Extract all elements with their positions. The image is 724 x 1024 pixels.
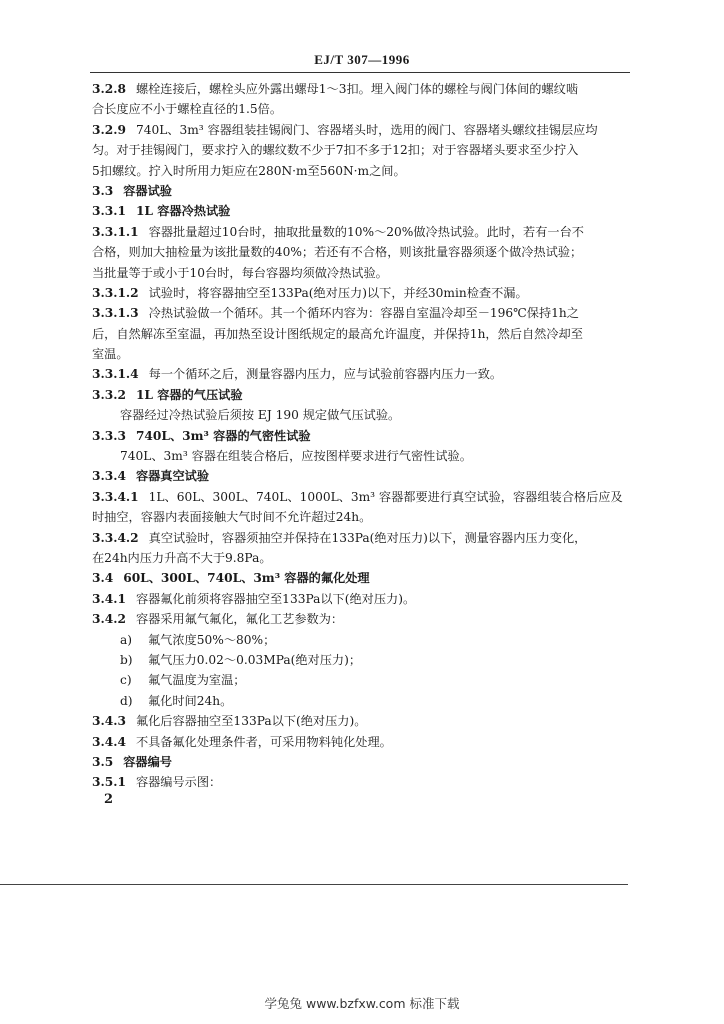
- page-number: 2: [104, 792, 114, 807]
- clause-text: 冷热试验做一个循环。其一个循环内容为：容器自室温冷却至－196℃保持1h之: [148, 306, 579, 321]
- clause-number: 3.3.1.2: [92, 285, 139, 300]
- text-line: [92, 364, 612, 384]
- clause-number: 3.3.2: [92, 387, 126, 402]
- clause-number: 3.4.3: [92, 714, 126, 729]
- text-line: [92, 670, 612, 690]
- clause-text: 容器试验: [123, 183, 172, 198]
- clause-number: 3.4: [92, 571, 114, 586]
- clause-text: 容器编号示图：: [135, 775, 222, 790]
- text-line: [92, 609, 612, 629]
- standard-number: EJ/T 307—1996: [314, 52, 410, 67]
- text-line: [92, 528, 612, 548]
- clause-number: 3.3: [92, 183, 114, 198]
- clause-text: 氟气压力0.02～0.03MPa(绝对压力)；: [148, 652, 362, 667]
- header-rule: [90, 72, 630, 73]
- text-line: [92, 426, 612, 446]
- clause-text: 740L、3m³ 容器在组装合格后，应按图样要求进行气密性试验。: [120, 449, 472, 464]
- text-line: [92, 385, 612, 405]
- text-line: [92, 303, 612, 323]
- clause-text: 室温。: [92, 347, 129, 362]
- clause-number: 3.3.1: [92, 204, 126, 219]
- clause-number: 3.2.9: [92, 122, 126, 137]
- text-line: [92, 589, 612, 609]
- text-line: [92, 405, 612, 425]
- clause-text: 氟化后容器抽空至133Pa以下(绝对压力)。: [135, 714, 367, 729]
- text-line: [92, 446, 612, 466]
- text-line: [92, 548, 612, 568]
- clause-text: 容器真空试验: [135, 469, 210, 484]
- clause-number: 3.4.1: [92, 591, 126, 606]
- clause-text: 氟气浓度50%～80%；: [148, 632, 276, 647]
- text-line: [92, 99, 612, 119]
- clause-text: 试验时，将容器抽空至133Pa(绝对压力)以下，并经30min检查不漏。: [148, 285, 528, 300]
- text-line: [92, 487, 623, 507]
- clause-text: 氟化时间24h。: [148, 693, 233, 708]
- clause-text: 氟气温度为室温；: [148, 673, 246, 688]
- clause-number: d): [120, 693, 133, 708]
- clause-text: 时抽空，容器内表面接触大气时间不允许超过24h。: [92, 510, 372, 525]
- text-line: [92, 283, 612, 303]
- clause-text: 1L 容器的气压试验: [135, 387, 243, 402]
- footer-rule: [0, 884, 628, 885]
- text-line: [92, 120, 612, 140]
- clause-number: 3.3.1.4: [92, 367, 139, 382]
- clause-text: 容器氟化前须将容器抽空至133Pa以下(绝对压力)。: [135, 591, 416, 606]
- clause-number: 3.3.4: [92, 469, 126, 484]
- text-line: [92, 242, 612, 262]
- text-line: [92, 140, 612, 160]
- clause-number: 3.3.1.1: [92, 224, 139, 239]
- clause-text: 容器采用氟气氟化，氟化工艺参数为：: [135, 612, 344, 627]
- clause-text: 螺栓连接后，螺栓头应外露出螺母1～3扣。埋入阀门体的螺栓与阀门体间的螺纹啮: [135, 82, 579, 96]
- clause-number: 3.3.1.3: [92, 306, 139, 321]
- clause-text: 740L、3m³ 容器的气密性试验: [135, 428, 311, 443]
- text-line: [92, 466, 612, 486]
- text-line: [92, 752, 612, 772]
- text-line: [92, 201, 612, 221]
- clause-number: 3.3.4.1: [92, 489, 139, 504]
- clause-number: 3.3.3: [92, 428, 126, 443]
- text-line: [92, 507, 612, 527]
- text-line: [92, 568, 612, 588]
- clause-number: 3.4.4: [92, 734, 126, 749]
- text-line: [92, 344, 612, 364]
- footer-watermark[interactable]: 学兔兔 www.bzfxw.com 标准下载: [264, 996, 460, 1011]
- clause-text: 容器经过冷热试验后须按 EJ 190 规定做气压试验。: [120, 408, 401, 423]
- clause-text: 5扣螺纹。拧入时所用力矩应在280N·m至560N·m之间。: [92, 163, 406, 178]
- clause-text: 当批量等于或小于10台时，每台容器均须做冷热试验。: [92, 265, 388, 280]
- text-line: [92, 650, 612, 670]
- clause-number: 3.4.2: [92, 612, 126, 627]
- text-line: [92, 263, 612, 283]
- clause-text: 在24h内压力升高不大于9.8Pa。: [92, 550, 272, 565]
- text-line: [92, 79, 612, 99]
- clause-text: 1L、60L、300L、740L、1000L、3m³ 容器都要进行真空试验，容器组装合格后应及: [148, 489, 623, 504]
- clause-text: 合格，则加大抽检量为该批量数的40%；若还有不合格，则该批量容器须逐个做冷热试验；: [92, 245, 583, 260]
- text-line: [92, 691, 612, 711]
- clause-number: a): [120, 632, 133, 647]
- body-text: [92, 79, 623, 793]
- clause-text: 后，自然解冻至室温，再加热至设计图纸规定的最高允许温度，并保持1h，然后自然冷却至: [92, 326, 583, 341]
- text-line: [92, 732, 612, 752]
- clause-text: 容器编号: [123, 754, 172, 769]
- clause-text: 容器批量超过10台时，抽取批量数的10%～20%做冷热试验。此时，若有一台不: [148, 224, 584, 239]
- clause-text: 每一个循环之后，测量容器内压力，应与试验前容器内压力一致。: [148, 367, 503, 382]
- clause-number: 3.3.4.2: [92, 530, 139, 545]
- clause-text: 合长度应不小于螺栓直径的1.5倍。: [92, 102, 283, 117]
- text-line: [92, 181, 612, 201]
- clause-number: 3.2.8: [92, 82, 126, 96]
- text-line: [92, 711, 612, 731]
- clause-number: 3.5: [92, 754, 114, 769]
- text-line: [92, 630, 612, 650]
- clause-text: 1L 容器冷热试验: [135, 204, 231, 219]
- text-line: [92, 324, 612, 344]
- clause-text: 真空试验时，容器须抽空并保持在133Pa(绝对压力)以下，测量容器内压力变化，: [148, 530, 587, 545]
- clause-text: 60L、300L、740L、3m³ 容器的氟化处理: [123, 571, 370, 586]
- clause-number: b): [120, 652, 133, 667]
- text-line: [92, 161, 612, 181]
- clause-number: c): [120, 673, 132, 688]
- text-line: [92, 772, 612, 792]
- clause-text: 匀。对于挂锡阀门，要求拧入的螺纹数不少于7扣不多于12扣；对于容器堵头要求至少拧入: [92, 143, 579, 158]
- clause-text: 740L、3m³ 容器组装挂锡阀门、容器堵头时，选用的阀门、容器堵头螺纹挂锡层应均: [135, 122, 598, 137]
- clause-text: 不具备氟化处理条件者，可采用物料钝化处理。: [135, 734, 392, 749]
- clause-number: 3.5.1: [92, 775, 126, 790]
- text-line: [92, 222, 612, 242]
